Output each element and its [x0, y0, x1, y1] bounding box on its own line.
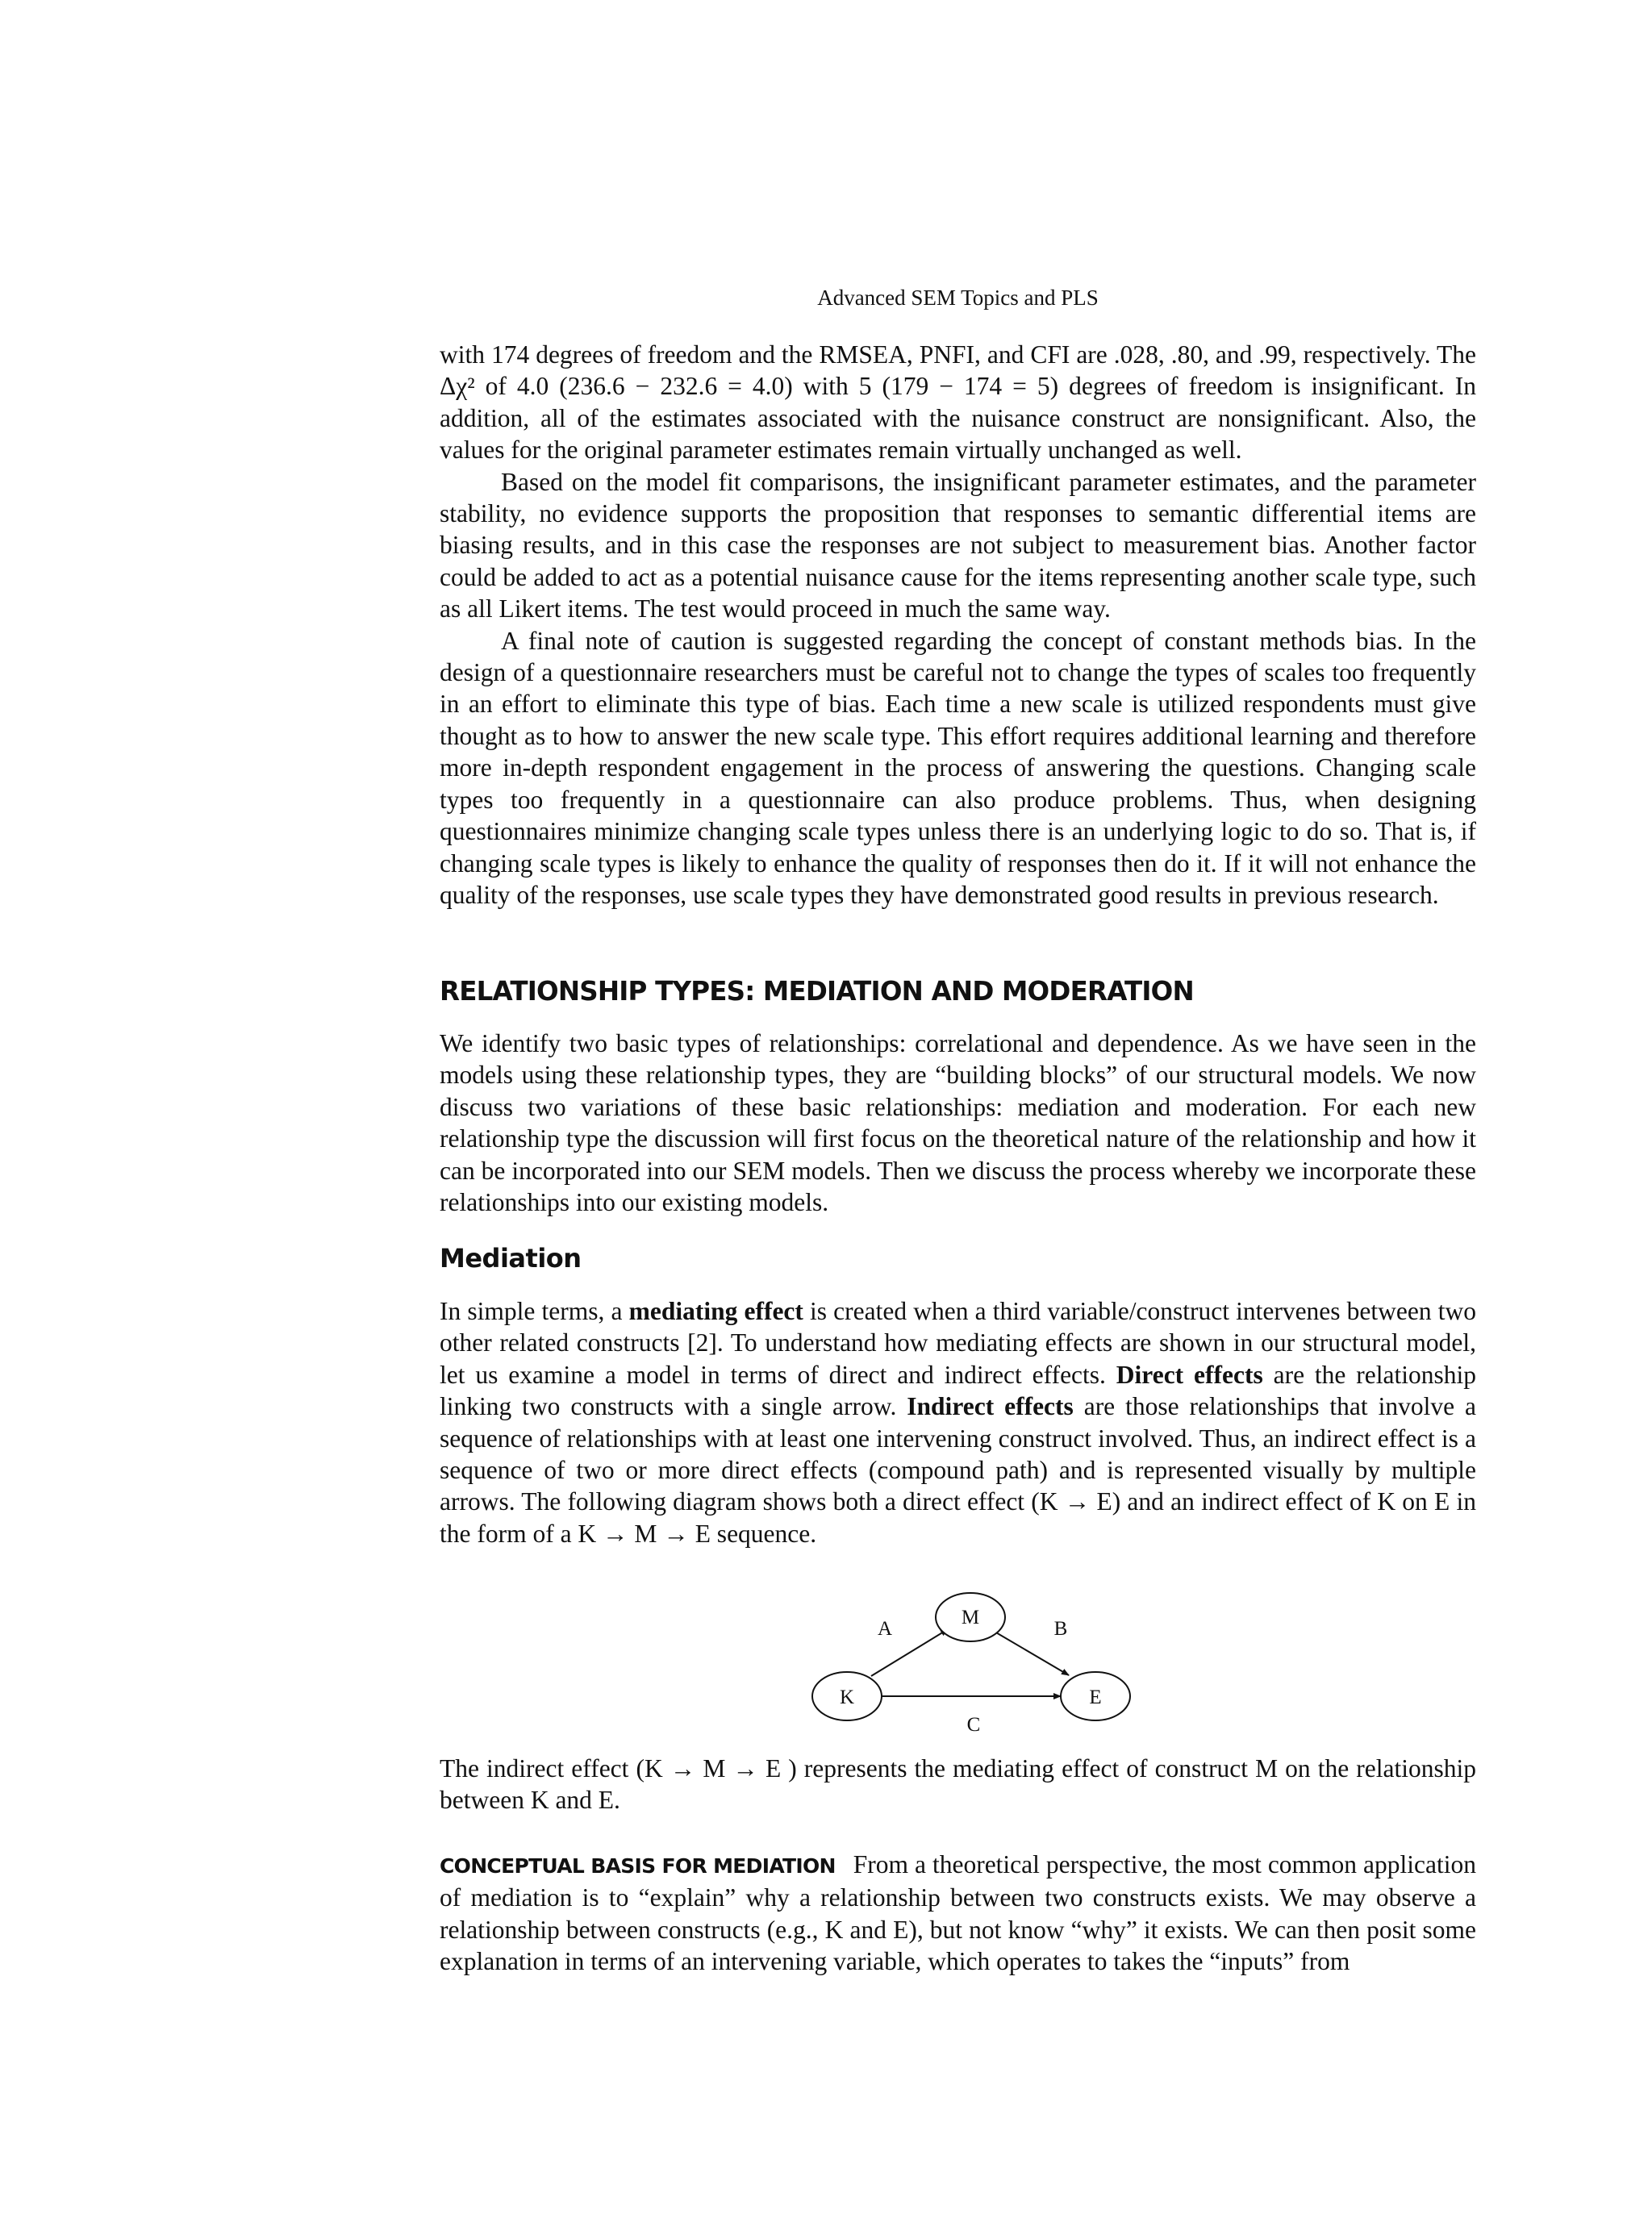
mediation-text-2 [440, 1753, 1476, 1816]
conceptual-body: From a theoretical perspective, the most common application of mediation is to “explain” why a relationship between two constructs exists. We may observe a relationship between constructs (e.g., K and E), but not know “why” it exists. We can then posit some explanation in terms of an intervening variable, which operates to takes the “inputs” from [440, 1850, 1476, 1976]
mediation-heading: Mediation [440, 1243, 582, 1274]
mediation-diagram [774, 1573, 1162, 1734]
path-b-label: B [1053, 1618, 1068, 1640]
mediation-text-b: is created when a third variable/construct intervenes between two other related constructs [2]. To understand how mediating effects are shown in our structural model, let us examine a model in terms of direct and indirect effects. [440, 1297, 1477, 1389]
section-heading: RELATIONSHIP TYPES: MEDIATION AND MODERATION [440, 976, 1194, 1007]
conceptual-basis-text [440, 1849, 1476, 1978]
intro-paragraph-3: A final note of caution is suggested regarding the concept of constant methods bias. In the design of a questionnaire researchers must be careful not to change the types of scales too frequently in an effort to eliminate this type of bias. Each time a new scale is utilized respondents must give thought as to how to answer the new scale type. This effort requires additional learning and therefore more in-depth respondent engagement in the process of answering the questions. Changing scale types too frequently in a questionnaire can also produce problems. Thus, when designing questionnaires minimize changing scale types unless there is an underlying logic to do so. That is, if changing scale types is likely to enhance the quality of responses then do it. If it will not enhance the quality of the responses, use scale types they have demonstrated good results in previous research. [440, 626, 1476, 909]
node-k-label: K [839, 1687, 855, 1708]
mediation-paragraph-1 [440, 1295, 1476, 1549]
mediation-text-c: are the relationship linking two constructs with a single arrow. [440, 1360, 1477, 1421]
run-in-heading: CONCEPTUAL BASIS FOR MEDIATION [440, 1854, 836, 1878]
mediation-text-a: In simple terms, a [440, 1297, 629, 1325]
running-head: Advanced SEM Topics and PLS [817, 286, 1099, 310]
term-mediating-effect: mediating effect [628, 1297, 803, 1325]
conceptual-paragraph [440, 1849, 1476, 1978]
node-m-label: M [961, 1607, 980, 1628]
intro-text [440, 339, 1476, 911]
section-paragraph-1: We identify two basic types of relationships: correlational and dependence. As we have seen in the models using these relationship types, they are “building blocks” of our structural models. We now discuss two variations of these basic relationships: mediation and moderation. For each new relationship type the discussion will first focus on the theoretical nature of the relationship and how it can be incorporated into our SEM models. Then we discuss the process whereby we incorporate these relationships into our existing models. [440, 1029, 1476, 1217]
term-indirect-effects: Indirect effects [907, 1392, 1074, 1421]
path-c-label: C [966, 1714, 981, 1734]
term-direct-effects: Direct effects [1116, 1360, 1263, 1389]
mediation-text-d: are those relationships that involve a sequence of relationships with at least one intervening construct involved. Thus, an indirect effect is a sequence of two or more direct effects (compound path) and is represented visually by multiple arrows. The following diagram shows both a direct effect (K → E) and an indirect effect of K on E in the form of a K → M → E sequence. [440, 1392, 1476, 1548]
mediation-paragraph-2: The indirect effect (K → M → E ) represents the mediating effect of construct M on the relationship between K and E. [440, 1754, 1476, 1815]
intro-paragraph-1: with 174 degrees of freedom and the RMSEA, PNFI, and CFI are .028, .80, and .99, respectively. The Δχ² of 4.0 (236.6 − 232.6 = 4.0) with 5 (179 − 174 = 5) degrees of freedom is insignificant. In addition, all of the estimates associated with the nuisance construct are nonsignificant. Also, the values for the original parameter estimates remain virtually unchanged as well. [440, 340, 1476, 465]
node-e-label: E [1089, 1687, 1102, 1708]
intro-paragraph-2: Based on the model fit comparisons, the insignificant parameter estimates, and the parameter stability, no evidence supports the proposition that responses to semantic differential items are biasing results, and in this case the responses are not subject to measurement bias. Another factor could be added to act as a potential nuisance cause for the items representing another scale type, such as all Likert items. The test would proceed in much the same way. [440, 467, 1476, 623]
path-a-label: A [877, 1618, 893, 1640]
section-text [440, 1028, 1476, 1218]
mediation-text [440, 1295, 1476, 1549]
